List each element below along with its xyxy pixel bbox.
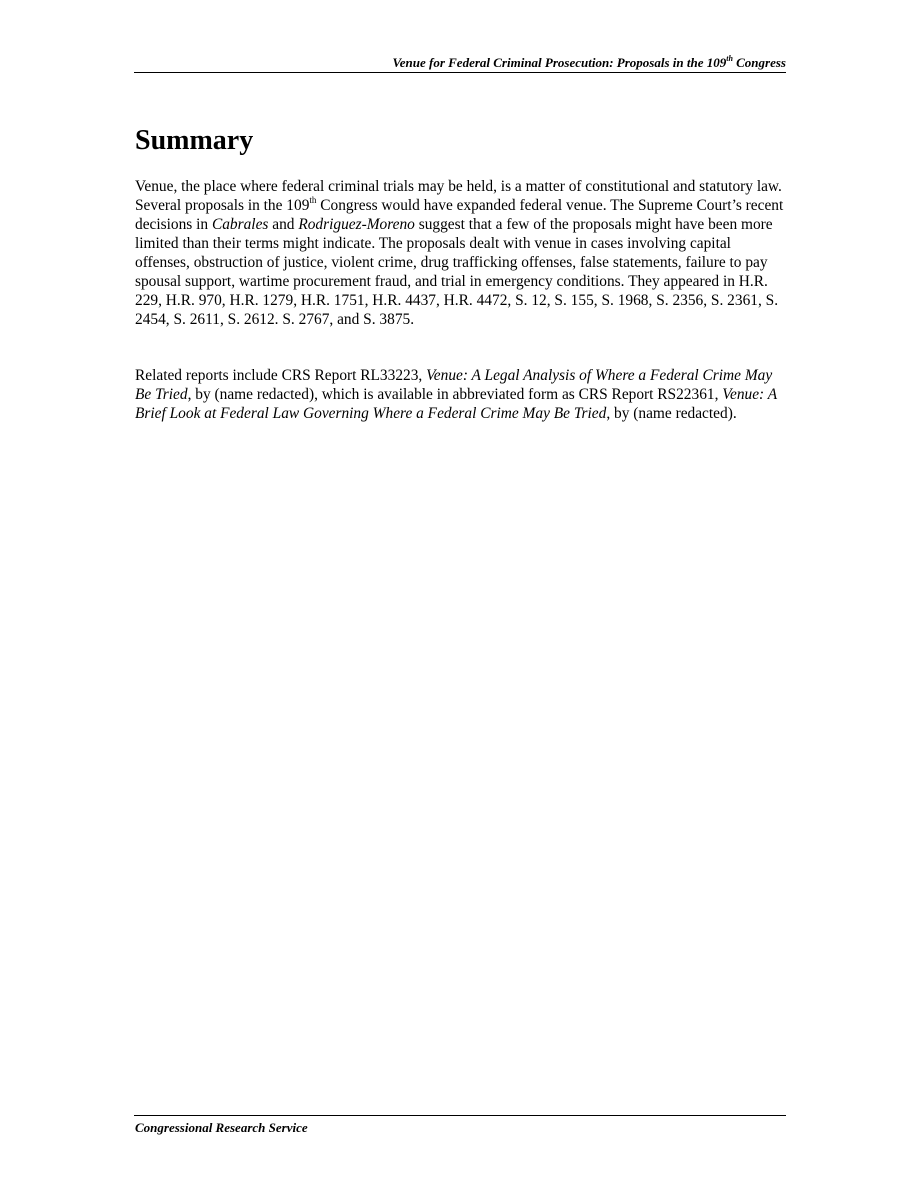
summary-heading: Summary xyxy=(135,125,254,156)
summary-paragraph-2 xyxy=(135,366,787,423)
running-header-text: Venue for Federal Criminal Prosecution: Proposals in the 109 xyxy=(392,55,727,70)
paragraph-text: Congress would have expanded federal venue. The Supreme Court’s recent decisions in xyxy=(135,197,784,233)
case-name-rodriguez-moreno: Rodriguez-Moreno xyxy=(298,216,415,233)
running-footer: Congressional Research Service xyxy=(135,1120,308,1135)
running-header-superscript: th xyxy=(726,53,733,63)
header-divider xyxy=(134,72,786,73)
summary-paragraph-1 xyxy=(135,177,787,329)
paragraph-text: , by (name redacted), which is available in abbreviated form as CRS Report RS22361, xyxy=(187,386,723,403)
case-name-cabrales: Cabrales xyxy=(211,216,269,233)
running-header-text-end: Congress xyxy=(732,55,786,70)
paragraph-text: suggest that a few of the proposals might have been more limited than their terms might indicate. The proposals dealt with venue in cases involving capital offenses, obstruction of justice, violent crime, drug trafficking offenses, false statements, failure to pay spousal support, wartime procurement fraud, and trial in emergency conditions. They appeared in H.R. 229, H.R. 970, H.R. 1279, H.R. 1751, H.R. 4437, H.R. 4472, S. 12, S. 155, S. 1968, S. 2356, S. 2361, S. 2454, S. 2611, S. 2612. S. 2767, and S. 3875. xyxy=(135,216,779,328)
ordinal-superscript: th xyxy=(309,194,317,205)
report-title-rs22361: Venue: A Brief Look at Federal Law Governing Where a Federal Crime May Be Tried xyxy=(135,386,777,422)
paragraph-text: Venue, the place where federal criminal trials may be held, is a matter of constitutional and statutory law. Several proposals in the 109 xyxy=(135,178,782,214)
paragraph-text: Related reports include CRS Report RL33223, xyxy=(135,367,427,384)
report-title-rl33223: Venue: A Legal Analysis of Where a Federal Crime May Be Tried xyxy=(135,367,773,403)
paragraph-text: and xyxy=(268,216,299,233)
paragraph-text: , by (name redacted). xyxy=(606,405,737,422)
running-header xyxy=(134,54,786,72)
footer-divider xyxy=(134,1115,786,1116)
